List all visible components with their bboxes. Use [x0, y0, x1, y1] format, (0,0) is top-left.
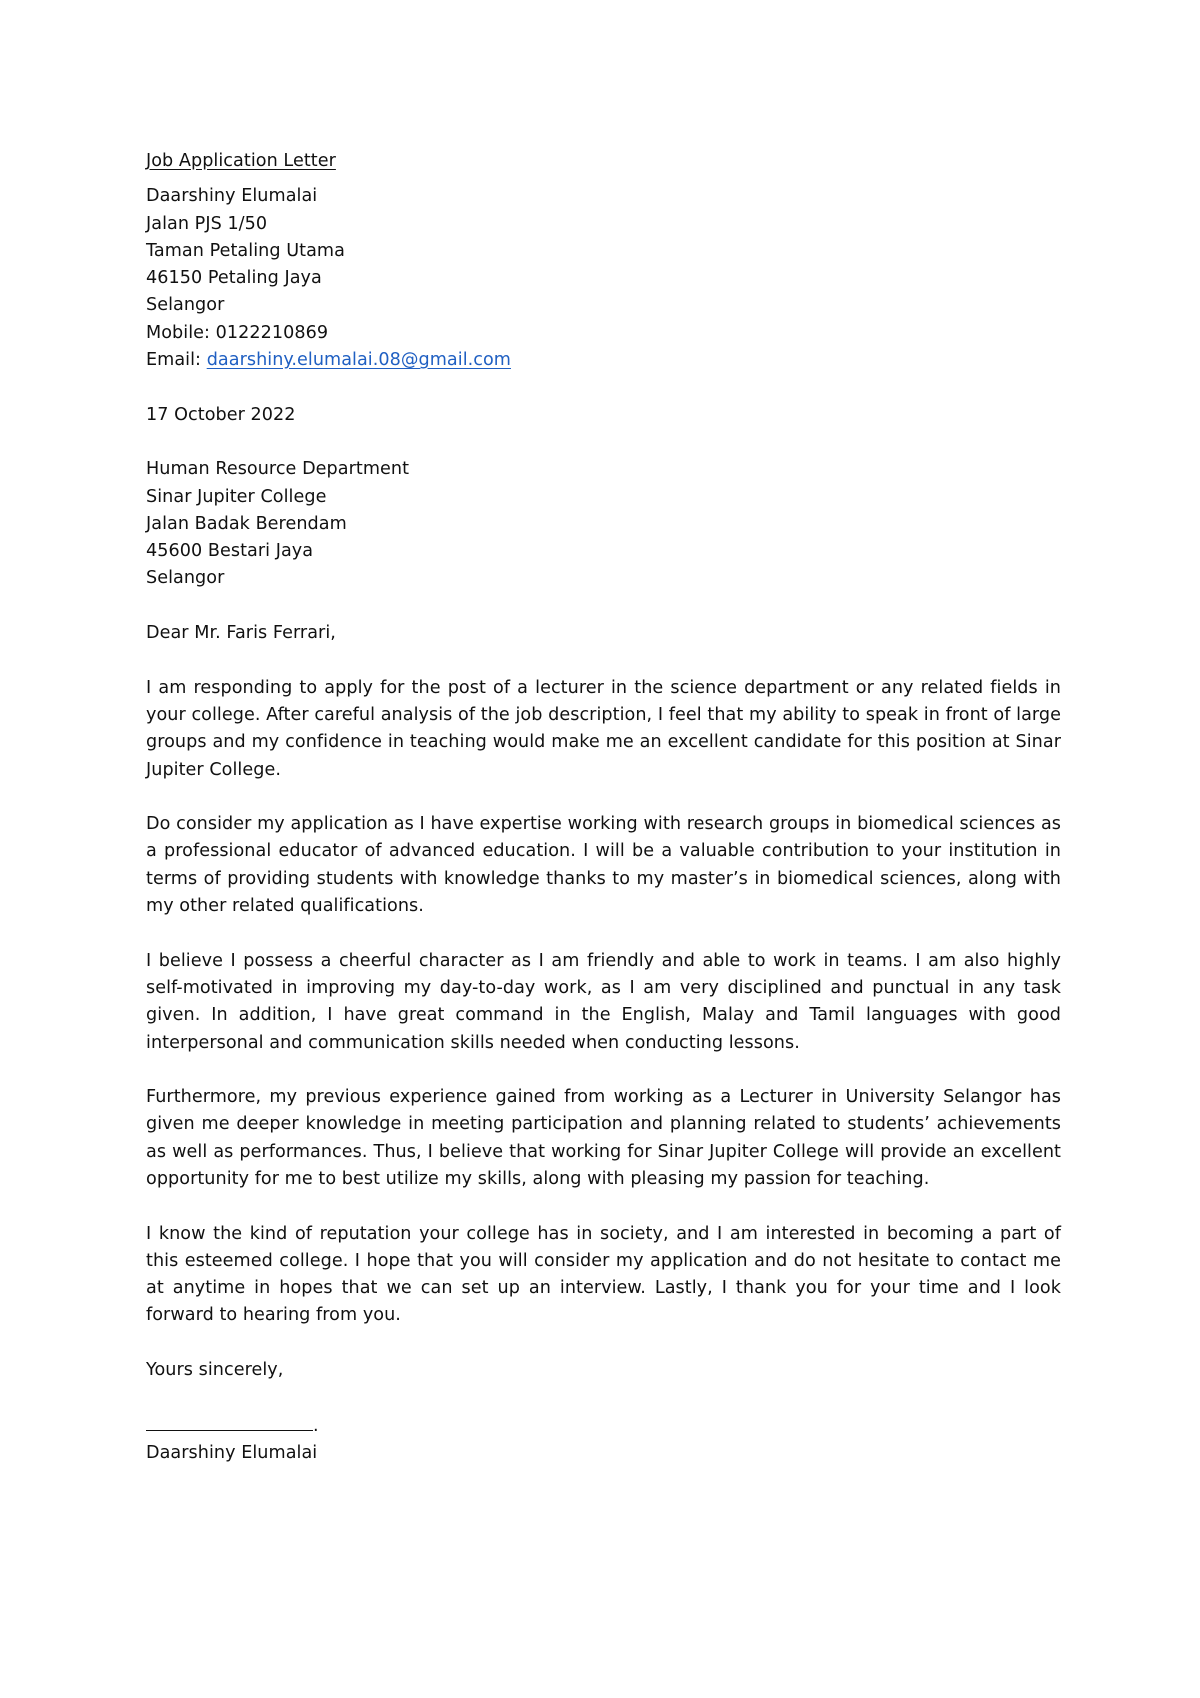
- mobile-label: Mobile:: [146, 322, 216, 343]
- letter-title: Job Application Letter: [146, 151, 336, 171]
- sender-address-line-2: Taman Petaling Utama: [146, 240, 345, 261]
- body-paragraph-4: Furthermore, my previous experience gained from working as a Lecturer in University Selangor has given me deeper knowledge in meeting participation and planning related to students’ achievements as well as performances. Thus, I believe that working for Sinar Jupiter College will provide an excellent opportunity for me to best utilize my skills, along with pleasing my passion for teaching.: [146, 1087, 1061, 1189]
- body-paragraph-5: I know the kind of reputation your college has in society, and I am interested in becoming a part of this esteemed college. I hope that you will consider my application and do not hesitate to contact me at anytime in hopes that we can set up an interview. Lastly, I thank you for your time and I look forward to hearing from you.: [146, 1223, 1061, 1326]
- salutation-block: [146, 620, 1061, 647]
- sender-address-line-4: Selangor: [146, 295, 225, 316]
- signature-dot: .: [313, 1415, 319, 1436]
- sender-name: Daarshiny Elumalai: [146, 186, 318, 207]
- sender-mobile-line: [146, 320, 1061, 347]
- job-application-letter: [146, 148, 1061, 1467]
- body-paragraph-2: Do consider my application as I have expertise working with research groups in biomedical sciences as a professional educator of advanced education. I will be a valuable contribution to your institution in terms of providing students with knowledge thanks to my master’s in biomedical sciences, along with my other related qualifications.: [146, 814, 1061, 917]
- salutation: Dear Mr. Faris Ferrari,: [146, 623, 336, 644]
- sender-address-line-3: 46150 Petaling Jaya: [146, 268, 322, 289]
- letter-date: 17 October 2022: [146, 404, 296, 425]
- closing-block: [146, 1357, 1061, 1384]
- recipient-line-1: Human Resource Department: [146, 459, 410, 480]
- signature-name: Daarshiny Elumalai: [146, 1442, 318, 1463]
- signature-line: [146, 1412, 313, 1431]
- signature-line-row: [146, 1412, 1061, 1440]
- recipient-line-4: 45600 Bestari Jaya: [146, 541, 314, 562]
- recipient-line-2: Sinar Jupiter College: [146, 486, 327, 507]
- letter-date-block: [146, 402, 1061, 429]
- email-link[interactable]: daarshiny.elumalai.08@gmail.com: [206, 350, 511, 371]
- recipient-line-5: Selangor: [146, 568, 225, 589]
- body-paragraph-3: I believe I possess a cheerful character as I am friendly and able to work in teams. I am also highly self-motivated in improving my day-to-day work, as I am very disciplined and punctual in any task given. In addition, I have great command in the English, Malay and Tamil languages with good interpersonal and communication skills needed when conducting lessons.: [146, 950, 1061, 1053]
- recipient-address-block: [146, 456, 1061, 592]
- sender-address-block: [146, 183, 1061, 374]
- body-paragraph-1: I am responding to apply for the post of a lecturer in the science department or any related fields in your college. After careful analysis of the job description, I feel that my ability to speak in front of large groups and my confidence in teaching would make me an excellent candidate for this position at Sinar Jupiter College.: [146, 677, 1061, 780]
- sender-email-line: [146, 347, 1061, 374]
- mobile-number: 0122210869: [215, 322, 329, 343]
- closing-text: Yours sincerely,: [146, 1360, 284, 1381]
- recipient-line-3: Jalan Badak Berendam: [146, 513, 347, 534]
- sender-address-line-1: Jalan PJS 1/50: [146, 213, 268, 234]
- email-label: Email:: [146, 350, 207, 371]
